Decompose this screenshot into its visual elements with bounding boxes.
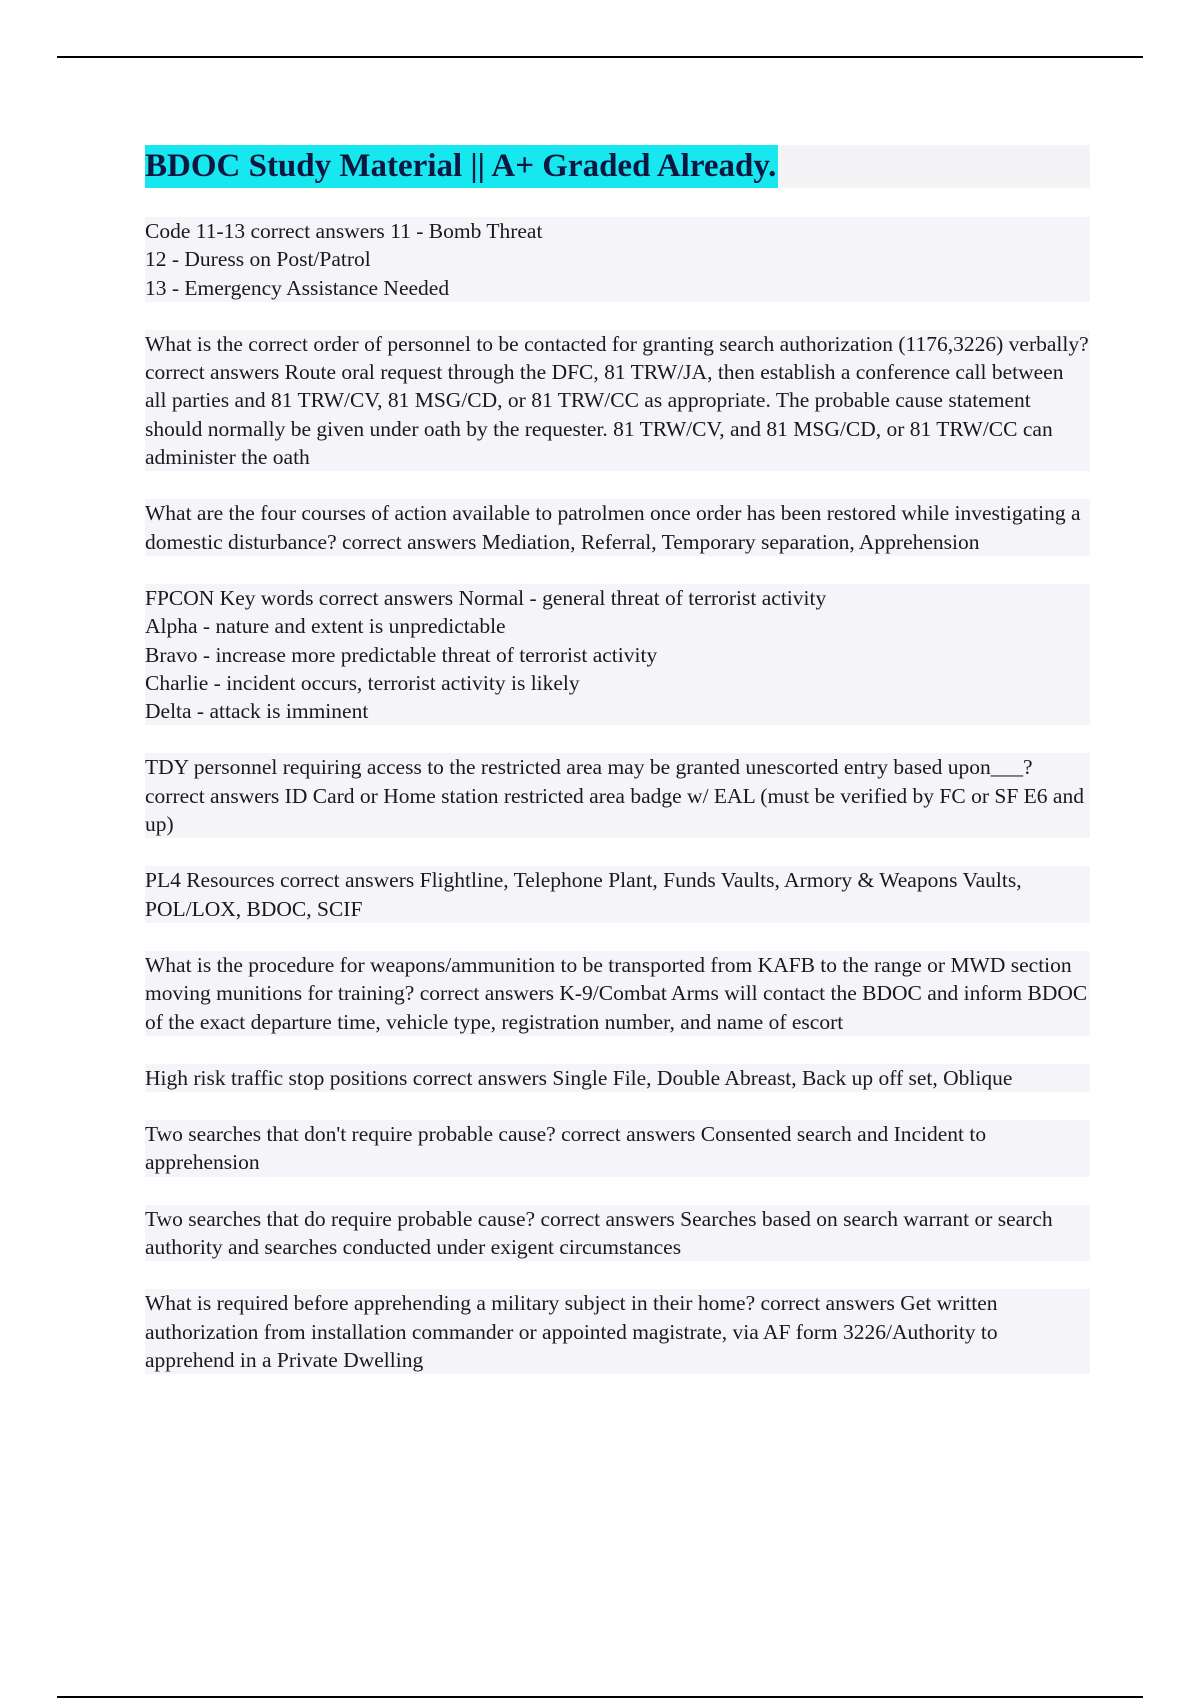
qa-item-probable-cause: Two searches that do require probable cause? correct answers Searches based on search warrant or search authority and searches conducted under exigent circumstances — [145, 1205, 1090, 1262]
qa-item-weapons-transport: What is the procedure for weapons/ammunition to be transported from KAFB to the range or MWD section moving munitions for training? correct answers K-9/Combat Arms will contact the BDOC and inform BDOC of the exact departure time, vehicle type, registration number, and name of escort — [145, 951, 1090, 1036]
qa-item-fpcon: FPCON Key words correct answers Normal - general threat of terrorist activity Alpha - nature and extent is unpredictable Bravo - increase more predictable threat of terrorist activity Charlie - incident occurs, terrorist activity is likely Delta - attack is imminent — [145, 584, 1090, 725]
header-rule — [57, 56, 1143, 58]
footer-rule — [57, 1696, 1143, 1698]
qa-item-no-probable-cause: Two searches that don't require probable cause? correct answers Consented search and Incident to apprehension — [145, 1120, 1090, 1177]
document-body — [145, 145, 1090, 1402]
document-title: BDOC Study Material || A+ Graded Already. — [145, 145, 778, 188]
title-band — [145, 145, 1090, 188]
qa-item-codes: Code 11-13 correct answers 11 - Bomb Threat 12 - Duress on Post/Patrol 13 - Emergency Assistance Needed — [145, 217, 1090, 302]
qa-item-search-authorization: What is the correct order of personnel to be contacted for granting search authorization (1176,3226) verbally? correct answers Route oral request through the DFC, 81 TRW/JA, then establish a conference call between all parties and 81 TRW/CV, 81 MSG/CD, or 81 TRW/CC as appropriate. The probable cause statement should normally be given under oath by the requester. 81 TRW/CV, and 81 MSG/CD, or 81 TRW/CC can administer the oath — [145, 330, 1090, 471]
qa-item-tdy-access: TDY personnel requiring access to the restricted area may be granted unescorted entry based upon___? correct answers ID Card or Home station restricted area badge w/ EAL (must be verified by FC or SF E6 and up) — [145, 753, 1090, 838]
qa-item-home-apprehension: What is required before apprehending a military subject in their home? correct answers Get written authorization from installation commander or appointed magistrate, via AF form 3226/Authority to apprehend in a Private Dwelling — [145, 1289, 1090, 1374]
qa-item-traffic-stop: High risk traffic stop positions correct answers Single File, Double Abreast, Back up off set, Oblique — [145, 1064, 1090, 1092]
qa-item-domestic-disturbance: What are the four courses of action available to patrolmen once order has been restored while investigating a domestic disturbance? correct answers Mediation, Referral, Temporary separation, Apprehension — [145, 499, 1090, 556]
qa-item-pl4-resources: PL4 Resources correct answers Flightline, Telephone Plant, Funds Vaults, Armory & Weapons Vaults, POL/LOX, BDOC, SCIF — [145, 866, 1090, 923]
